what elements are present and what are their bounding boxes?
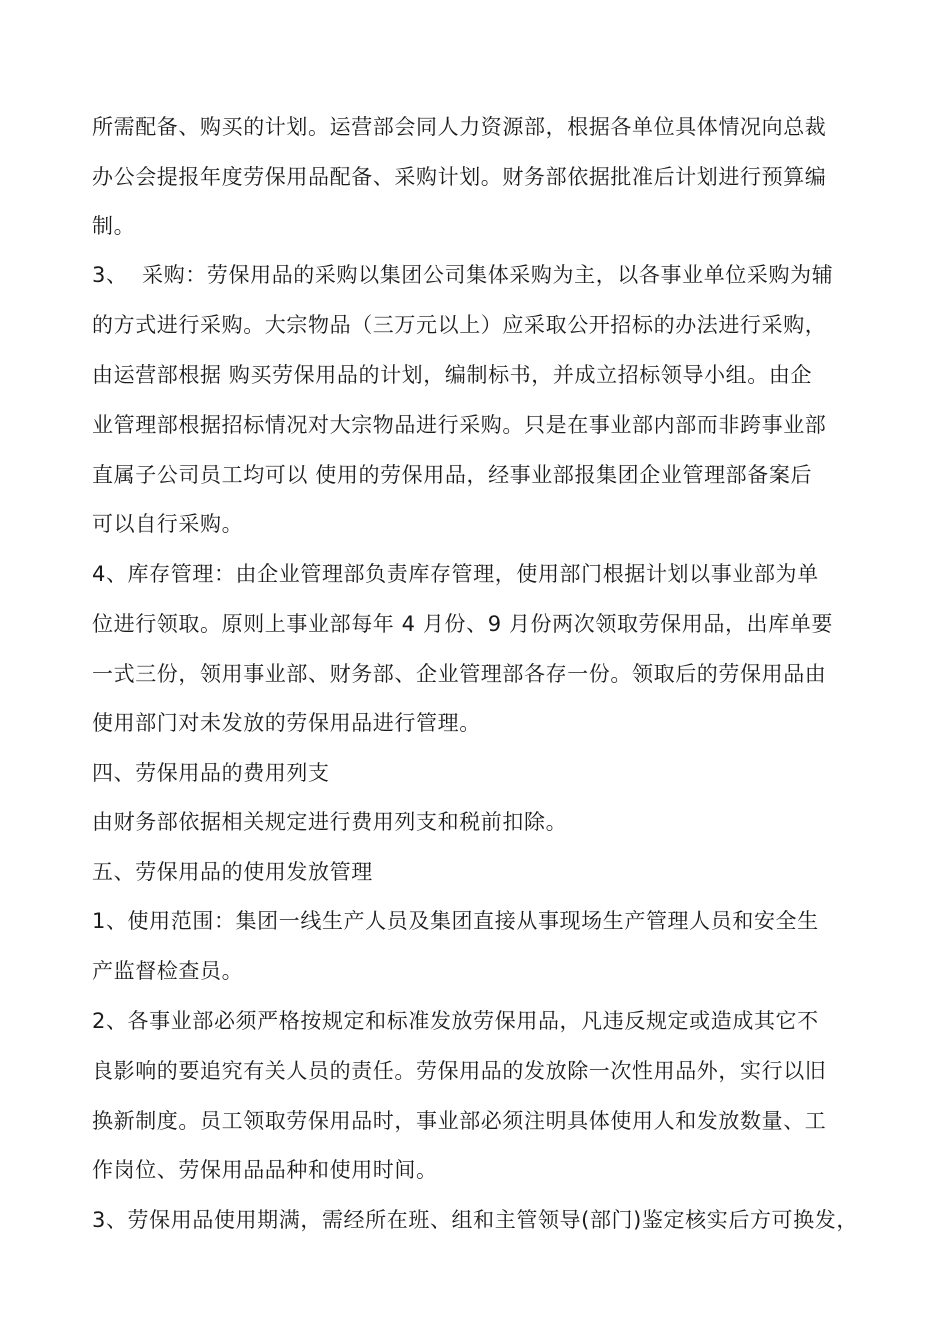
paragraph-line: 所需配备、购买的计划。运营部会同人力资源部，根据各单位具体情况向总裁 xyxy=(92,115,827,139)
paragraph-line: 直属子公司员工均可以 使用的劳保用品，经事业部报集团企业管理部备案后 xyxy=(92,463,813,487)
paragraph-line: 位进行领取。原则上事业部每年 4 月份、9 月份两次领取劳保用品，出库单要 xyxy=(92,612,833,636)
paragraph-line: 良影响的要追究有关人员的责任。劳保用品的发放除一次性用品外，实行以旧 xyxy=(92,1059,827,1083)
section-heading: 四、劳保用品的费用列支 xyxy=(92,761,330,785)
paragraph-line: 业管理部根据招标情况对大宗物品进行采购。只是在事业部内部而非跨事业部 xyxy=(92,413,827,437)
paragraph-line: 产监督检查员。 xyxy=(92,959,244,983)
paragraph-line: 3、 采购：劳保用品的采购以集团公司集体采购为主，以各事业单位采购为辅 xyxy=(92,263,834,287)
paragraph-line: 1、使用范围：集团一线生产人员及集团直接从事现场生产管理人员和安全生 xyxy=(92,909,819,933)
paragraph-line: 办公会提报年度劳保用品配备、采购计划。财务部依据批准后计划进行预算编 xyxy=(92,165,827,189)
paragraph-line: 由财务部依据相关规定进行费用列支和税前扣除。 xyxy=(92,810,568,834)
paragraph-line: 换新制度。员工领取劳保用品时，事业部必须注明具体使用人和发放数量、工 xyxy=(92,1109,827,1133)
paragraph-line: 4、库存管理：由企业管理部负责库存管理，使用部门根据计划以事业部为单 xyxy=(92,562,819,586)
paragraph-line: 3、劳保用品使用期满，需经所在班、组和主管领导(部门)鉴定核实后方可换发， xyxy=(92,1208,858,1232)
paragraph-line: 由运营部根据 购买劳保用品的计划，编制标书，并成立招标领导小组。由企 xyxy=(92,363,813,387)
paragraph-line: 2、各事业部必须严格按规定和标准发放劳保用品，凡违反规定或造成其它不 xyxy=(92,1009,819,1033)
paragraph-line: 可以自行采购。 xyxy=(92,512,244,536)
paragraph-line: 一式三份，领用事业部、财务部、企业管理部各存一份。领取后的劳保用品由 xyxy=(92,662,827,686)
paragraph-line: 的方式进行采购。大宗物品（三万元以上）应采取公开招标的办法进行采购， xyxy=(92,313,827,337)
section-heading: 五、劳保用品的使用发放管理 xyxy=(92,860,373,884)
paragraph-line: 使用部门对未发放的劳保用品进行管理。 xyxy=(92,711,481,735)
paragraph-line: 制。 xyxy=(92,214,136,238)
paragraph-line: 作岗位、劳保用品品种和使用时间。 xyxy=(92,1158,438,1182)
